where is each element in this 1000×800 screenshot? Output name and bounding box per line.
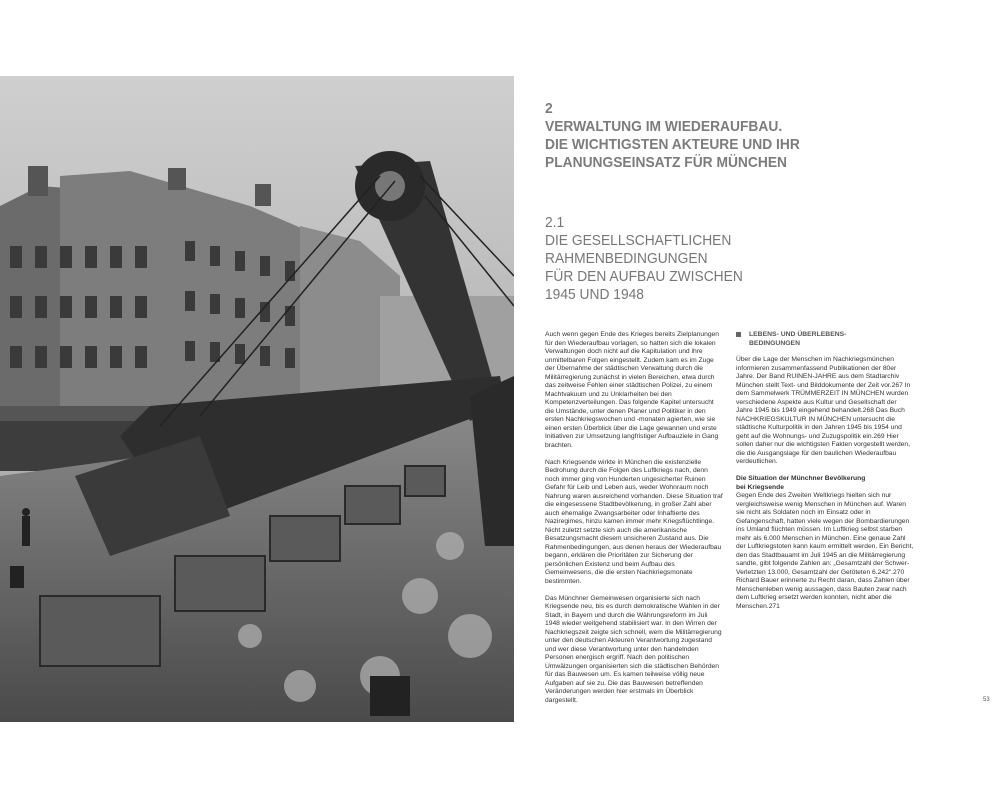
section-title-line: FÜR DEN AUFBAU ZWISCHEN — [545, 268, 743, 285]
chapter-heading — [545, 100, 821, 172]
chapter-title-line: VERWALTUNG IM WIEDERAUFBAU. — [545, 118, 783, 135]
section-title-line: RAHMENBEDINGUNGEN — [545, 250, 708, 267]
body-paragraph: Das Münchner Gemeinwesen organisierte sich nach Kriegsende neu, bis es durch demokratische Wahlen in der Stadt, in Bayern und durch die Währungsreform im Juli 1948 wieder weitgehend stabilisiert war. In den Wirren der Nachkriegszeit zeigte sich schnell, wem die Militärregierung unter den deutschen Akteuren Verantwortung zugestand und wer diese Verantwortung unter den handelnden Personen energisch ergriff. Nach den politischen Umwälzungen organisierten sich die städtischen Behörden für das Bauwesen um. Es kamen teilweise völlig neue Aufgaben auf sie zu. Die das Bauwesen betreffenden Veränderungen werden hier erstmals im Überblick dargestellt. — [545, 594, 722, 704]
body-paragraph: Gegen Ende des Zweiten Weltkriegs hielten sich nur vergleichsweise wenig Menschen in München auf. Waren sie nicht als Soldaten noch im Einsatz oder in Gefangenschaft, hatten viele wegen der Bombardierungen ins Umland flüchten müssen. Im Luftkrieg selbst starben mehr als 6.000 Menschen in München. Eine genaue Zahl der Luftkriegstoten kann kaum ermittelt werden. Ein Bericht, den das Stadtbauamt im Juli 1945 an die Militärregierung sandte, gibt folgende Zahlen an: „Gesamtzahl der Schwer-Verletzten 13.000, Gesamtzahl der Getöteten 6.242".270 Richard Bauer erinnerte zu Recht daran, dass Zahlen über Menschenleben wenig aussagen, dass Bauten zwar nach dem Luftkrieg ersetzt werden konnten, nicht aber die Menschen.271 — [736, 492, 914, 610]
square-bullet-icon — [736, 332, 741, 337]
subheading — [736, 475, 914, 492]
body-paragraph: Über die Lage der Menschen im Nachkriegsmünchen informieren zusammenfassend Publikationen der 80er Jahre. Der Band RUINEN-JAHRE aus dem Stadtarchiv München stellt Text- und Bilddokumente der Zeit vor.267 In dem Sammelwerk TRÜMMERZEIT IN MÜNCHEN wurden verschiedene Aspekte aus Kultur und Gesellschaft der Jahre 1945 bis 1949 eingehend behandelt.268 Das Buch NACHKRIEGSKULTUR IN MÜNCHEN untersucht die städtische Kulturpolitik in den Jahren 1945 bis 1954 und geht auf die Wohnungs- und Zuzugspolitik ein.269 Hier sollen daher nur die wichtigsten Fakten vorgestellt werden, die die Ausgangslage für den baulichen Wiederaufbau verdeutlichen. — [736, 356, 911, 465]
left-text-column — [545, 331, 723, 714]
chapter-title-line: PLANUNGSEINSATZ FÜR MÜNCHEN — [545, 154, 788, 171]
right-text-column — [736, 331, 914, 620]
box-heading-line: LEBENS- UND ÜBERLEBENS- — [749, 331, 847, 338]
chapter-title-line: DIE WICHTIGSTEN AKTEURE UND IHR — [545, 136, 800, 153]
subheading-line: bei Kriegsende — [736, 483, 784, 491]
box-heading — [736, 331, 914, 348]
body-paragraph: Nach Kriegsende wirkte in München die existenzielle Bedrohung durch die Folgen des Luftkriegs nach, denn noch immer ging von Hunderten ungesicherter Ruinen Gefahr für Leib und Leben aus, weder Wohnraum noch Nahrung waren ausreichend vorhanden. Diese Situation traf die eingesessene Stadtbevölkerung, in großer Zahl aber auch ehemalige Zwangsarbeiter oder Inhaftierte des Naziregimes, hinzu kamen immer mehr Kriegsflüchtlinge. Nicht zuletzt setzte sich auch die amerikanische Besatzungsmacht diesem unsicheren Zustand aus. Die Rahmenbedingungen, aus denen heraus der Wiederaufbau begann, erklären die Prioritäten zur Sicherung der persönlichen Existenz und beim Aufbau des Gemeinwesens, die die ersten Nachkriegsmonate bestimmten. — [545, 458, 723, 585]
body-paragraph: Auch wenn gegen Ende des Krieges bereits Zielplanungen für den Wiederaufbau vorlagen, so hatten sich die lokalen Verwaltungen doch nicht auf die Kapitulation und ihre unmittelbaren Folgen eingestellt. Zudem kam es im Zuge der Übernahme der städtischen Verwaltung durch die Militärregierung zunächst in vielen Bereichen, etwa durch das zeitweise Fehlen einer städtischen Polizei, zu einem Machtvakuum und zu Unklarheiten bei den Kompetenzverteilungen. Das folgende Kapitel untersucht die Umstände, unter denen Planer und Politiker in den ersten Nachkriegswochen und -monaten agierten, wie sie einen ersten Überblick über die Lage gewannen und erste Initiativen zur Umsetzung langfristiger Aufbauziele in Gang brachten. — [545, 331, 719, 449]
subheading-line: Die Situation der Münchner Bevölkerung — [736, 475, 866, 482]
section-title-line: 1945 UND 1948 — [545, 286, 644, 303]
chapter-number: 2 — [545, 100, 553, 117]
box-heading-line: BEDINGUNGEN — [749, 339, 800, 347]
page-number: 53 — [983, 697, 990, 703]
rubble-excavator-photo — [0, 76, 514, 722]
section-number: 2.1 — [545, 214, 565, 231]
section-heading — [545, 214, 784, 304]
section-title-line: DIE GESELLSCHAFTLICHEN — [545, 232, 732, 249]
